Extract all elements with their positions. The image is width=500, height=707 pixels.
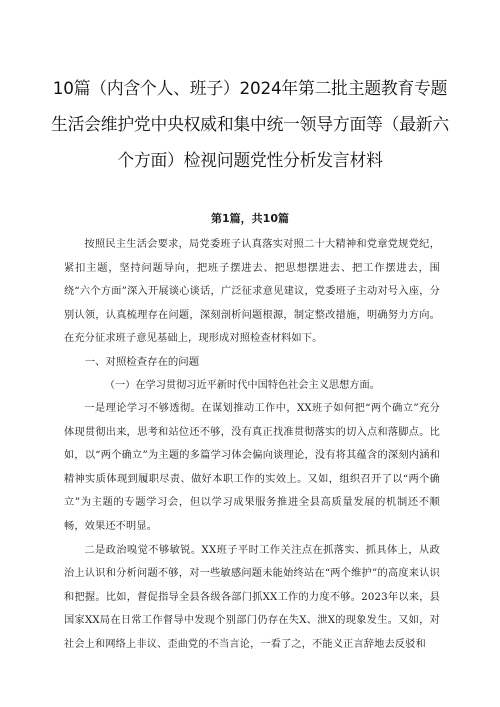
document-body [64,233,440,657]
title-line-1: 10篇（内含个人、班子）2024年第二批主题教育专题 [52,78,448,98]
title-line-2: 生活会维护党中央权威和集中统一领导方面等（最新六 [51,114,449,134]
title-line-3: 个方面）检视问题党性分析发言材料 [117,150,383,170]
body-paragraph-1: 一是理论学习不够透彻。在谋划推动工作中，XX班子如何把“两个确立”充分体现贯彻出来，思考和站位还不够，没有真正找准贯彻落实的切入点和落脚点。比如，以“两个确立”为主题的多篇学习体会偏向谈理论，没有将其蕴含的深刻内涵和精神实质体现到履职尽责、做好本职工作的实效上。又如，组织召开了以“两个确立”为主题的专题学习会，但以学习成果服务推进全县高质量发展的机制还不顺畅，效果还不明显。 [64,402,440,532]
document-subtitle: 第1篇，共10篇 [211,212,289,225]
intro-paragraph: 按照民主生活会要求，局党委班子认真落实对照二十大精神和党章党规党纪，紧扣主题，坚持问题导向，把班子摆进去、把思想摆进去、把工作摆进去，围绕“六个方面”深入开展谈心谈话，广泛征求意见建议，党委班子主动对号入座，分别认领，认真梳理存在问题，深刻剖析问题根源，制定整改措施，明确努力方向。在充分征求班子意见基础上，现形成对照检查材料如下。 [64,239,440,345]
document-title [0,70,500,178]
body-paragraph-2: 二是政治嗅觉不够敏锐。XX班子平时工作关注点在抓落实、抓具体上，从政治上认识和分析问题不够，对一些敏感问题未能始终站在“两个维护”的高度来认识和把握。比如，督促指导全县各级各部门抓XX工作的力度不够。2023年以来，县国家XX局在日常工作督导中发现个别部门仍存在失X、泄X的现象发生。又如，对社会上和网络上非议、歪曲党的不当言论，一看了之，不能义正言辞地去反驳和 [64,544,440,650]
subsection-heading: （一）在学习贯彻习近平新时代中国特色社会主义思想方面。 [104,379,380,391]
section-heading: 一、对照检查存在的问题 [84,355,200,368]
